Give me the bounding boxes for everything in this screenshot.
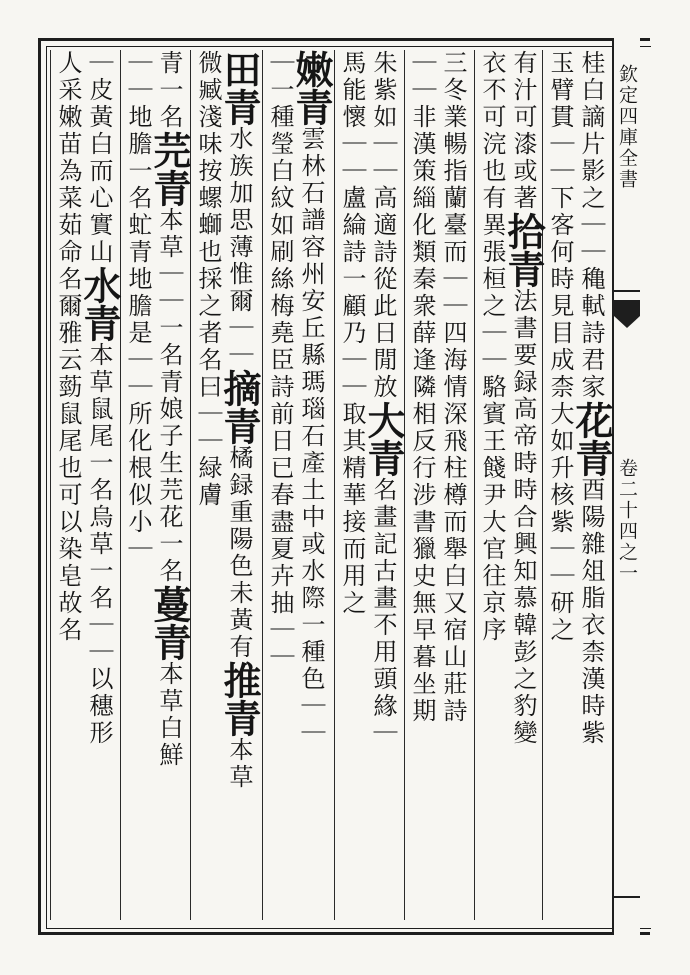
text-run: 命名爾雅云葝鼠尾也可以染皂故名 [54, 239, 82, 644]
text-run: 馬能懷｜｜盧綸詩一顧乃｜｜取其精華接而用之 [338, 50, 366, 617]
text-run: 地膽一名虻青地膽是｜｜所化 [124, 104, 152, 455]
fore-edge-margin [612, 38, 640, 935]
text-column [436, 50, 470, 920]
text-run: ｜ [577, 212, 605, 239]
book-title: 欽定四庫全書 [616, 64, 638, 190]
text-column [501, 50, 546, 920]
text-run: ｜皮黃白而心實山 [85, 50, 113, 266]
text-column [361, 50, 406, 920]
heading-glyph: 青 [361, 439, 406, 477]
text-column [77, 50, 122, 920]
text-run: 微臧淺味按螺螄也 [194, 50, 222, 266]
heading-glyph: 青 [569, 439, 614, 477]
text-column [542, 50, 577, 920]
text-run: 本草鼠尾一名烏草一名｜｜以穗形 [85, 342, 113, 747]
fishtail-mark-icon [614, 300, 640, 340]
text-run: 三冬業暢指蘭臺而｜｜四海情深飛柱樽而舉白又宿山莊詩 [439, 50, 467, 725]
heading-glyph: 青 [501, 250, 546, 288]
heading-glyph: 拾 [501, 212, 546, 250]
heading-glyph: 花 [569, 401, 614, 439]
text-run: ｜｜非漢策緇化類秦衆薛逢隣相反行涉書獵史無早暮坐期 [408, 50, 436, 725]
text-column [404, 50, 439, 920]
text-run: 名畫記古畫不用頭緣｜ [369, 477, 397, 747]
text-column [147, 50, 192, 920]
text-run: 雲林石譜容州安丘縣瑪瑙石產土中或水際一種色｜｜ [297, 126, 325, 747]
heading-glyph: 蔓 [147, 585, 192, 623]
text-run: 本草 [225, 737, 253, 791]
text-run: 根似小｜ [124, 455, 152, 563]
text-run: 衣不可浣也 [478, 50, 506, 185]
text-column [262, 50, 297, 920]
text-column [334, 50, 369, 920]
text-column [569, 50, 614, 920]
heading-glyph: 大 [361, 401, 406, 439]
text-run: ｜ [577, 239, 605, 266]
text-run: 酉陽雜俎脂衣柰漢時紫 [577, 477, 605, 747]
text-run: 柰大如升核紫｜｜研之 [546, 374, 574, 644]
heading-glyph: 青 [147, 169, 192, 207]
heading-glyph: 嫩 [289, 50, 334, 88]
heading-glyph: 水 [77, 266, 122, 304]
text-column [120, 50, 155, 920]
volume-label: 卷二十四之一 [616, 458, 638, 584]
text-run: 青一名 [155, 50, 183, 131]
heading-glyph: 推 [217, 661, 262, 699]
text-run: 本草白鮮 [155, 661, 183, 769]
text-run: 人采嫩苗為菜茹 [54, 50, 82, 239]
margin-rule-top [614, 290, 640, 292]
text-run: 桂白謫片影之 [577, 50, 605, 212]
heading-glyph: 青 [289, 88, 334, 126]
text-run: 水族加思薄惟爾｜｜ [225, 126, 253, 369]
heading-glyph: 芫 [147, 131, 192, 169]
text-run: ｜一種瑩白紋如刷絲梅堯臣詩前日已春盡夏卉抽｜｜ [266, 50, 294, 671]
text-run: 朱紫如｜｜高適詩從此日閒放 [369, 50, 397, 401]
text-column [289, 50, 334, 920]
heading-glyph: 青 [77, 304, 122, 342]
text-column [217, 50, 262, 920]
text-run: 緑膚 [194, 455, 222, 509]
text-run: 有異張桓之｜｜駱賓王餞尹大官往京序 [478, 185, 506, 644]
text-column [474, 50, 509, 920]
heading-glyph: 青 [147, 623, 192, 661]
heading-glyph: 青 [217, 699, 262, 737]
text-run: 法書要録高帝時時合興知慕韓彭之豹變 [509, 288, 537, 747]
margin-rule-bottom [614, 896, 640, 898]
heading-glyph: 青 [217, 407, 262, 445]
heading-glyph: 青 [217, 88, 262, 126]
text-run: 穐軾詩君家 [577, 266, 605, 401]
heading-glyph: 田 [217, 50, 262, 88]
text-run: ｜｜ [124, 50, 152, 104]
text-column [190, 50, 225, 920]
text-run: 玉臂貫｜｜下客何時見目成 [546, 50, 574, 374]
text-run: 採之者名曰｜｜ [194, 266, 222, 455]
text-run: 有汁可漆或著 [509, 50, 537, 212]
text-run: 本草｜｜一名青娘子生芫花一名 [155, 207, 183, 585]
heading-glyph: 摘 [217, 369, 262, 407]
text-column [50, 50, 85, 920]
text-run: 橘録重陽色未黃有 [225, 445, 253, 661]
